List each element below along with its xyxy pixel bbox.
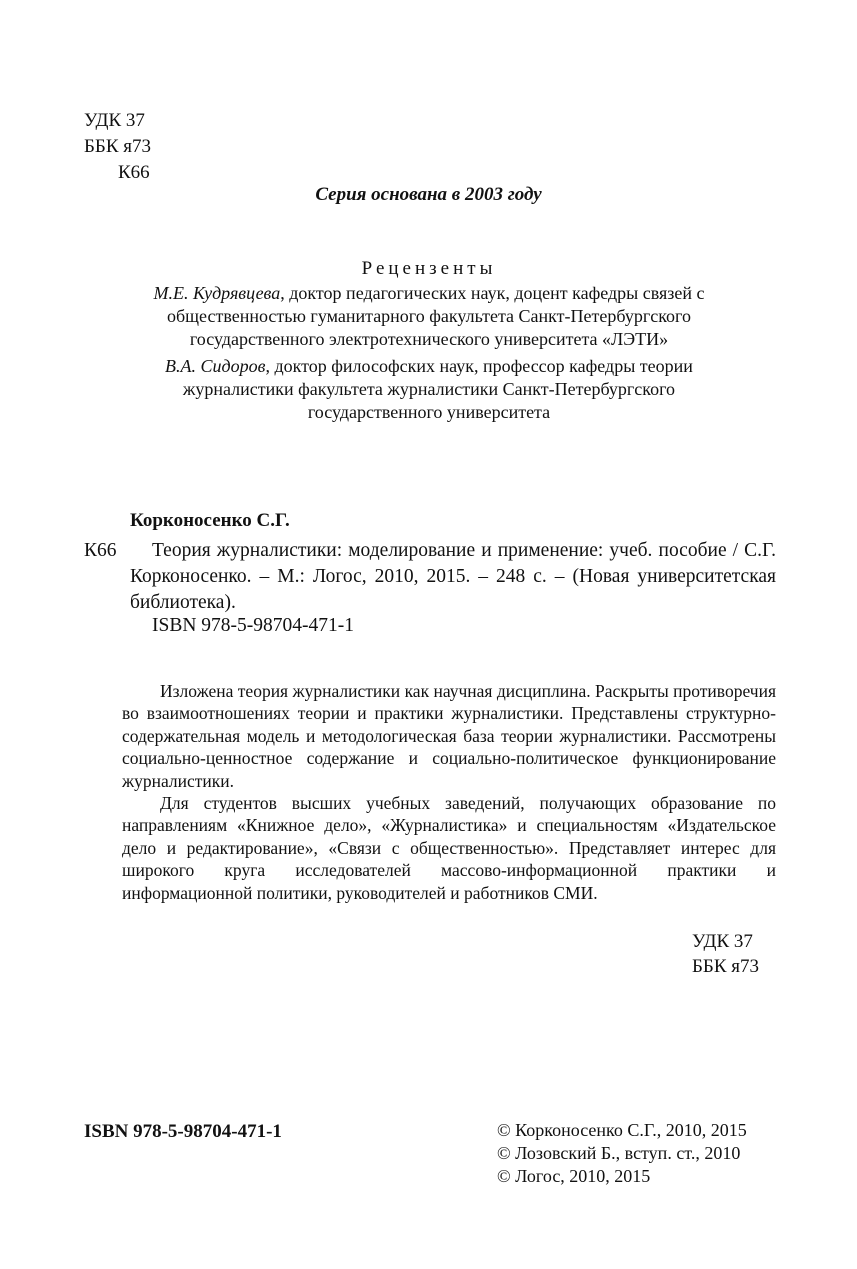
reviewers-heading: Рецензенты (361, 258, 497, 279)
copyright-block (497, 1119, 747, 1188)
record-code: К66 (84, 540, 117, 561)
footer-isbn: ISBN 978-5-98704-471-1 (84, 1121, 282, 1142)
reviewer-name: В.А. Сидоров (165, 356, 266, 376)
reviewer-name: М.Е. Кудрявцева (153, 283, 281, 303)
udk-code: УДК 37 (692, 931, 753, 952)
copyright-line: © Логос, 2010, 2015 (497, 1166, 651, 1186)
series-note: Серия основана в 2003 году (315, 184, 542, 205)
record-isbn: ISBN 978-5-98704-471-1 (152, 615, 355, 636)
annotation-paragraph: Для студентов высших учебных заведений, получающих образование по направлениям «Книжное дело», «Журналистика» и специальностям «Издательское дело и редактирование», «Связи с общественностью». Представляет интерес для широкого круга исследователей массово-информационной практики и информационной политики, руководителей и работников СМИ. (122, 793, 776, 903)
annotation (122, 680, 776, 904)
reviewer-description: , доктор педагогических наук, доцент кафедры связей с общественностью гуманитарного факультета Санкт-Петербургского государственного электротехнического университета «ЛЭТИ» (167, 283, 705, 349)
bbk-code: ББК я73 (84, 136, 151, 157)
reviewer-entry (120, 282, 738, 351)
copyright-line: © Корконосенко С.Г., 2010, 2015 (497, 1120, 747, 1140)
classification-codes-bottom (692, 929, 759, 979)
bbk-code: ББК я73 (692, 956, 759, 977)
reviewer-entry (120, 355, 738, 424)
author-mark: К66 (118, 162, 150, 183)
reviewers-block (120, 257, 738, 428)
copyright-line: © Лозовский Б., вступ. ст., 2010 (497, 1143, 741, 1163)
bibliographic-record (84, 538, 776, 616)
record-description: Теория журналистики: моделирование и применение: учеб. пособие / С.Г. Корконосенко. – М.: Логос, 2010, 2015. – 248 с. – (Новая университетская библиотека). (130, 540, 776, 613)
annotation-paragraph: Изложена теория журналистики как научная дисциплина. Раскрыты противоречия во взаимоотношениях теории и практики журналистики. Представлены структурно-содержательная модель и методологическая база теории журналистики. Рассмотрены социально-ценностное содержание и социально-политическое функционирование журналистики. (122, 681, 776, 791)
record-author: Корконосенко С.Г. (130, 510, 290, 531)
classification-codes (84, 108, 151, 186)
reviewer-description: , доктор философских наук, профессор кафедры теории журналистики факультета журналистики Санкт-Петербургского государственного университета (182, 356, 693, 422)
udk-code: УДК 37 (84, 110, 145, 131)
